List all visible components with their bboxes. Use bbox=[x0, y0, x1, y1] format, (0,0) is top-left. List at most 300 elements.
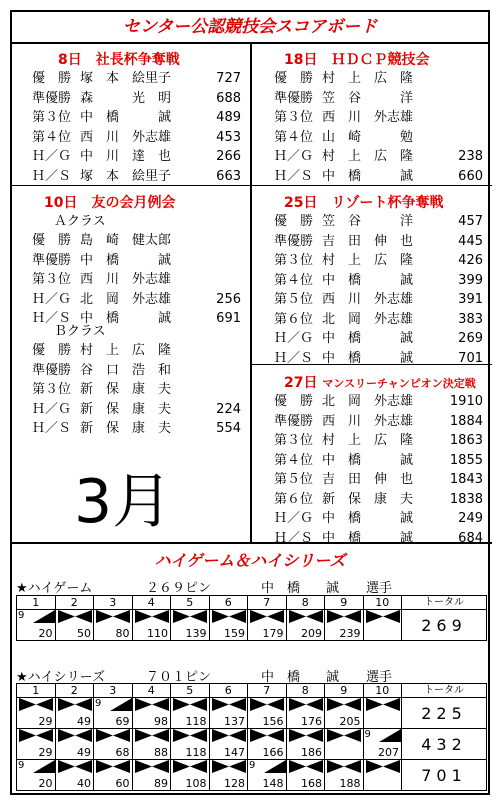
high-game-suffix: 選手 bbox=[366, 581, 393, 596]
rank-label: 第３位 bbox=[274, 253, 314, 268]
result-row bbox=[32, 341, 247, 361]
result-row bbox=[32, 251, 247, 271]
rank-label: 第６位 bbox=[274, 491, 314, 507]
player-name: 村 上 広 隆 bbox=[322, 433, 414, 448]
strike-icon bbox=[135, 698, 169, 714]
score-value: 1884 bbox=[449, 413, 483, 429]
cumulative-score: 137 bbox=[224, 715, 245, 728]
result-row bbox=[274, 329, 489, 349]
result-row bbox=[274, 89, 489, 109]
cumulative-score: 179 bbox=[262, 627, 284, 640]
result-row bbox=[274, 167, 489, 187]
player-name: 北 岡 外志雄 bbox=[80, 291, 172, 307]
result-row bbox=[274, 529, 489, 549]
player-name: 村 上 広 隆 bbox=[322, 253, 414, 268]
rank-label: 第６位 bbox=[274, 311, 314, 327]
high-game-pins: ２６９ピン bbox=[146, 581, 212, 596]
cumulative-score: 20 bbox=[38, 627, 53, 640]
frame-cell bbox=[171, 698, 210, 729]
player-name: 村 上 広 隆 bbox=[322, 149, 414, 164]
frame-cell bbox=[55, 760, 94, 791]
frame-number: 2 bbox=[55, 596, 94, 610]
section-title-27-day: 27日 bbox=[284, 375, 318, 391]
score-value: 727 bbox=[216, 71, 241, 86]
cumulative-score: 209 bbox=[301, 627, 322, 640]
frame-number: 9 bbox=[325, 684, 364, 698]
rank-label: 優 勝 bbox=[32, 343, 72, 358]
frame-number: 6 bbox=[209, 684, 248, 698]
score-value: 1855 bbox=[449, 452, 483, 468]
strike-icon bbox=[58, 610, 92, 626]
player-name: 山 崎 勉 bbox=[322, 129, 414, 145]
strike-icon bbox=[135, 610, 169, 626]
result-row bbox=[274, 412, 489, 432]
player-name: 西 川 外志雄 bbox=[322, 413, 414, 429]
frame-cell bbox=[286, 760, 325, 791]
frame-number: 4 bbox=[132, 684, 171, 698]
rank-label: Ｈ／Ｇ bbox=[274, 149, 314, 164]
frame-cell bbox=[209, 760, 248, 791]
result-row bbox=[274, 310, 489, 330]
result-row bbox=[274, 349, 489, 369]
strike-icon bbox=[96, 760, 130, 776]
frame-cell bbox=[325, 760, 364, 791]
player-name: 新 保 康 夫 bbox=[80, 382, 172, 397]
cumulative-score: 147 bbox=[224, 746, 245, 759]
score-value: 445 bbox=[458, 233, 483, 249]
mark-icon bbox=[33, 760, 55, 776]
result-row bbox=[32, 361, 247, 381]
rank-label: 準優勝 bbox=[274, 233, 314, 249]
result-row bbox=[32, 380, 247, 400]
rank-label: 第４位 bbox=[274, 272, 314, 288]
mark-icon bbox=[264, 760, 286, 776]
player-name: 笠 谷 洋 bbox=[322, 90, 414, 106]
result-row bbox=[274, 251, 489, 271]
score-value: 688 bbox=[216, 90, 241, 106]
player-name: 中 橋 誠 bbox=[80, 311, 172, 326]
result-row bbox=[274, 470, 489, 490]
rank-label: 優 勝 bbox=[274, 214, 314, 229]
rank-label: 第５位 bbox=[274, 472, 314, 487]
frame-cell bbox=[94, 698, 133, 729]
high-series-header bbox=[16, 666, 486, 685]
frame-number: 10 bbox=[363, 596, 402, 610]
mark-icon bbox=[379, 729, 401, 745]
frame-number: 5 bbox=[171, 684, 210, 698]
rank-label: 第４位 bbox=[32, 129, 72, 145]
result-row bbox=[274, 128, 489, 148]
high-game-label: ★ハイゲーム bbox=[16, 581, 93, 596]
scoresheet-table bbox=[16, 595, 487, 641]
rank-label: 第３位 bbox=[274, 433, 314, 448]
strike-icon bbox=[327, 760, 361, 776]
result-row bbox=[274, 490, 489, 510]
cumulative-score: 80 bbox=[115, 627, 130, 640]
cumulative-score: 29 bbox=[38, 715, 53, 728]
frame-cell bbox=[17, 760, 56, 791]
result-row bbox=[32, 147, 247, 167]
rank-label: Ｈ／Ｇ bbox=[32, 149, 72, 164]
score-value: 256 bbox=[216, 291, 241, 307]
player-name: 中 橋 誠 bbox=[322, 272, 414, 288]
frame-number: 8 bbox=[286, 596, 325, 610]
strike-icon bbox=[327, 698, 361, 714]
frame-cell bbox=[94, 729, 133, 760]
result-row bbox=[274, 392, 489, 412]
frame-cell bbox=[17, 698, 56, 729]
strike-icon bbox=[173, 698, 207, 714]
frame-cell bbox=[209, 729, 248, 760]
cumulative-score: 89 bbox=[154, 777, 168, 790]
frame-cell bbox=[55, 610, 94, 641]
class-a-label: Ａクラス bbox=[54, 214, 106, 229]
player-name: 森 光 明 bbox=[80, 90, 172, 106]
player-name: 中 橋 誠 bbox=[322, 350, 414, 366]
section-title-27 bbox=[284, 372, 476, 392]
strike-icon bbox=[212, 610, 246, 626]
rank-label: 優 勝 bbox=[32, 233, 72, 248]
cumulative-score: 239 bbox=[339, 627, 361, 640]
frame-cell bbox=[325, 610, 364, 641]
strike-icon bbox=[96, 610, 130, 626]
frame-cell bbox=[171, 729, 210, 760]
result-row bbox=[32, 419, 247, 439]
player-name: 塚 本 絵里子 bbox=[80, 71, 172, 86]
score-value: 1843 bbox=[449, 472, 483, 487]
player-name: 村 上 広 隆 bbox=[80, 343, 172, 358]
player-name: 谷 口 浩 和 bbox=[80, 362, 172, 378]
frame-number: 1 bbox=[17, 596, 56, 610]
center-divider bbox=[250, 42, 252, 542]
rank-label: 第３位 bbox=[32, 110, 72, 125]
rank-label: 優 勝 bbox=[274, 71, 314, 86]
class-b-label: Ｂクラス bbox=[54, 324, 106, 339]
score-value: 383 bbox=[458, 311, 483, 327]
player-name: 新 保 康 夫 bbox=[80, 401, 172, 417]
cumulative-score: 40 bbox=[77, 777, 91, 790]
player-name: 村 上 広 隆 bbox=[322, 71, 414, 86]
result-row bbox=[274, 451, 489, 471]
result-row bbox=[274, 431, 489, 451]
result-row bbox=[274, 509, 489, 529]
cumulative-score: 29 bbox=[38, 746, 53, 759]
strike-icon bbox=[212, 729, 246, 745]
cumulative-score: 118 bbox=[185, 715, 207, 728]
cumulative-score: 88 bbox=[154, 746, 168, 759]
rank-label: Ｈ／Ｓ bbox=[274, 350, 314, 366]
frame-cell bbox=[286, 610, 325, 641]
score-value: 684 bbox=[458, 530, 483, 546]
strike-icon bbox=[327, 729, 361, 745]
score-value: 1863 bbox=[449, 433, 483, 448]
result-row bbox=[274, 108, 489, 128]
section-title-25: 25日 リゾート杯争奪戦 bbox=[284, 195, 444, 211]
total-score: 269 bbox=[402, 610, 487, 641]
result-row bbox=[32, 400, 247, 420]
high-series-pins: ７０１ピン bbox=[146, 670, 212, 685]
score-value: 663 bbox=[216, 168, 241, 184]
frame-number: 7 bbox=[248, 684, 287, 698]
frame-cell bbox=[209, 610, 248, 641]
first-ball: 9 bbox=[18, 610, 25, 621]
result-row bbox=[274, 232, 489, 252]
cumulative-score: 128 bbox=[224, 777, 245, 790]
result-row bbox=[274, 212, 489, 232]
total-score: 701 bbox=[402, 760, 487, 791]
frame-cell bbox=[248, 729, 287, 760]
score-value: 1838 bbox=[449, 491, 483, 507]
board-title: センター公認競技会スコアボード bbox=[12, 12, 488, 44]
frame-cell bbox=[248, 760, 287, 791]
score-value: 269 bbox=[458, 331, 483, 346]
player-name: 新 保 康 夫 bbox=[322, 491, 414, 507]
strike-icon bbox=[135, 760, 169, 776]
frame-cell bbox=[132, 698, 171, 729]
player-name: 北 岡 外志雄 bbox=[322, 394, 414, 409]
strike-icon bbox=[366, 760, 400, 776]
cumulative-score: 159 bbox=[224, 627, 245, 640]
frame-cell bbox=[55, 698, 94, 729]
frame-cell bbox=[171, 760, 210, 791]
strike-icon bbox=[366, 698, 400, 714]
frame-cell bbox=[363, 610, 402, 641]
player-name: 西 川 外志雄 bbox=[80, 272, 172, 287]
rank-label: Ｈ／Ｇ bbox=[274, 331, 314, 346]
result-row bbox=[274, 69, 489, 89]
frame-cell bbox=[17, 610, 56, 641]
strike-icon bbox=[173, 729, 207, 745]
player-name: 笠 谷 洋 bbox=[322, 214, 414, 229]
rank-label: Ｈ／Ｇ bbox=[274, 511, 314, 526]
strike-icon bbox=[289, 610, 323, 626]
rank-label: 第３位 bbox=[32, 272, 72, 287]
frame-cell bbox=[286, 698, 325, 729]
result-row bbox=[32, 69, 247, 89]
strike-icon bbox=[96, 729, 130, 745]
score-value: 399 bbox=[458, 272, 483, 288]
result-row bbox=[274, 290, 489, 310]
score-value: 489 bbox=[216, 110, 241, 125]
result-row bbox=[32, 89, 247, 109]
rank-label: Ｈ／Ｓ bbox=[274, 168, 314, 184]
player-name: 塚 本 絵里子 bbox=[80, 168, 172, 184]
cumulative-score: 156 bbox=[262, 715, 284, 728]
frame-cell bbox=[132, 610, 171, 641]
cumulative-score: 98 bbox=[154, 715, 168, 728]
frame-number: 8 bbox=[286, 684, 325, 698]
strike-icon bbox=[250, 729, 284, 745]
mark-icon bbox=[33, 610, 55, 626]
player-name: 新 保 康 夫 bbox=[80, 421, 172, 436]
frame-cell bbox=[132, 729, 171, 760]
frame-number: 7 bbox=[248, 596, 287, 610]
rank-label: 優 勝 bbox=[32, 71, 72, 86]
player-name: 吉 田 伸 也 bbox=[322, 233, 414, 249]
player-name: 吉 田 伸 也 bbox=[322, 472, 414, 487]
cumulative-score: 139 bbox=[185, 627, 207, 640]
frame-number: 3 bbox=[94, 684, 133, 698]
cumulative-score: 188 bbox=[339, 777, 361, 790]
high-series-name: 中 橋 誠 bbox=[261, 670, 340, 685]
section-title-18: 18日 ＨＤＣＰ競技会 bbox=[284, 52, 430, 68]
rank-label: 第４位 bbox=[274, 129, 314, 145]
cumulative-score: 207 bbox=[378, 746, 399, 759]
score-value: 457 bbox=[458, 214, 483, 229]
player-name: 中 橋 誠 bbox=[322, 511, 414, 526]
frame-cell bbox=[94, 610, 133, 641]
player-name: 中 川 達 也 bbox=[80, 149, 172, 164]
player-name: 中 橋 誠 bbox=[80, 110, 172, 125]
rank-label: 準優勝 bbox=[32, 362, 72, 378]
rank-label: 第３位 bbox=[274, 110, 314, 125]
first-ball: 9 bbox=[364, 729, 371, 740]
cumulative-score: 69 bbox=[115, 715, 130, 728]
rank-label: 準優勝 bbox=[274, 413, 314, 429]
score-value: 691 bbox=[216, 311, 241, 326]
cumulative-score: 68 bbox=[115, 746, 130, 759]
frame-number: 6 bbox=[209, 596, 248, 610]
frame-number: 1 bbox=[17, 684, 56, 698]
scoreboard bbox=[10, 10, 490, 795]
frame-cell bbox=[55, 729, 94, 760]
first-ball: 9 bbox=[249, 760, 256, 771]
frame-cell bbox=[171, 610, 210, 641]
cumulative-score: 176 bbox=[301, 715, 322, 728]
cumulative-score: 49 bbox=[77, 746, 91, 759]
frame-number: 10 bbox=[363, 684, 402, 698]
player-name: 中 橋 誠 bbox=[80, 252, 172, 268]
rank-label: Ｈ／Ｓ bbox=[32, 311, 72, 326]
player-name: 中 橋 誠 bbox=[322, 331, 414, 346]
high-title: ハイゲーム＆ハイシリーズ bbox=[154, 551, 346, 570]
total-score: 225 bbox=[402, 698, 487, 729]
rank-label: 準優勝 bbox=[32, 90, 72, 106]
score-value: 249 bbox=[458, 511, 483, 526]
score-value: 266 bbox=[216, 149, 241, 164]
high-game-header bbox=[16, 577, 486, 596]
score-value: 554 bbox=[216, 421, 241, 436]
rank-label: Ｈ／Ｓ bbox=[32, 421, 72, 436]
strike-icon bbox=[289, 760, 323, 776]
rank-label: 準優勝 bbox=[32, 252, 72, 268]
mark-icon bbox=[110, 698, 132, 714]
frame-cell bbox=[94, 760, 133, 791]
frame-cell bbox=[363, 760, 402, 791]
cumulative-score: 205 bbox=[339, 715, 361, 728]
score-value: 453 bbox=[216, 129, 241, 145]
frame-number: 9 bbox=[325, 596, 364, 610]
strike-icon bbox=[58, 760, 92, 776]
cumulative-score: 49 bbox=[77, 715, 91, 728]
cumulative-score: 186 bbox=[301, 746, 322, 759]
player-name: 北 岡 外志雄 bbox=[322, 311, 414, 327]
frame-cell bbox=[248, 698, 287, 729]
frame-number: 5 bbox=[171, 596, 210, 610]
result-row bbox=[274, 147, 489, 167]
strike-icon bbox=[327, 610, 361, 626]
score-value: 701 bbox=[458, 350, 483, 366]
player-name: 西 川 外志雄 bbox=[80, 129, 172, 145]
total-header: トータル bbox=[402, 684, 487, 698]
cumulative-score: 20 bbox=[38, 777, 53, 790]
frame-number: 4 bbox=[132, 596, 171, 610]
frame-number: 2 bbox=[55, 684, 94, 698]
player-name: 中 橋 誠 bbox=[322, 530, 414, 546]
result-row bbox=[32, 290, 247, 310]
cumulative-score: 50 bbox=[77, 627, 91, 640]
frame-cell bbox=[325, 729, 364, 760]
total-score: 432 bbox=[402, 729, 487, 760]
strike-icon bbox=[173, 760, 207, 776]
section-title-27-sub: マンスリーチャンピオン決定戦 bbox=[322, 377, 476, 390]
strike-icon bbox=[58, 698, 92, 714]
scoresheet-table bbox=[16, 683, 487, 791]
frame-cell bbox=[286, 729, 325, 760]
frame-cell bbox=[209, 698, 248, 729]
rank-label: 優 勝 bbox=[274, 394, 314, 409]
cumulative-score: 118 bbox=[185, 746, 207, 759]
score-value: 660 bbox=[458, 168, 483, 184]
month-label: 3月 bbox=[74, 467, 173, 537]
high-series-label: ★ハイシリーズ bbox=[16, 670, 106, 685]
frame-cell bbox=[363, 729, 402, 760]
high-series-suffix: 選手 bbox=[366, 670, 393, 685]
strike-icon bbox=[250, 698, 284, 714]
frame-cell bbox=[248, 610, 287, 641]
rank-label: 第５位 bbox=[274, 292, 314, 307]
player-name: 西 川 外志雄 bbox=[322, 292, 414, 307]
strike-icon bbox=[212, 760, 246, 776]
strike-icon bbox=[58, 729, 92, 745]
player-name: 西 川 外志雄 bbox=[322, 110, 414, 125]
score-value: 391 bbox=[458, 292, 483, 307]
strike-icon bbox=[289, 729, 323, 745]
strike-icon bbox=[19, 698, 53, 714]
rank-label: Ｈ／Ｓ bbox=[32, 168, 72, 184]
rank-label: Ｈ／Ｇ bbox=[32, 291, 72, 307]
player-name: 中 橋 誠 bbox=[322, 168, 414, 184]
frame-cell bbox=[363, 698, 402, 729]
strike-icon bbox=[135, 729, 169, 745]
rank-label: Ｈ／Ｓ bbox=[274, 530, 314, 546]
strike-icon bbox=[289, 698, 323, 714]
player-name: 中 橋 誠 bbox=[322, 452, 414, 468]
frame-cell bbox=[325, 698, 364, 729]
strike-icon bbox=[250, 610, 284, 626]
rank-label: 第４位 bbox=[274, 452, 314, 468]
frame-number: 3 bbox=[94, 596, 133, 610]
cumulative-score: 110 bbox=[147, 627, 168, 640]
strike-icon bbox=[366, 610, 400, 626]
strike-icon bbox=[212, 698, 246, 714]
first-ball: 9 bbox=[95, 698, 102, 709]
result-row bbox=[32, 167, 247, 187]
strike-icon bbox=[19, 729, 53, 745]
score-value: 1910 bbox=[449, 394, 483, 409]
score-value: 426 bbox=[458, 253, 483, 268]
rank-label: 準優勝 bbox=[274, 90, 314, 106]
section-title-10: 10日 友の会月例会 bbox=[44, 195, 176, 211]
result-row bbox=[32, 270, 247, 290]
total-header: トータル bbox=[402, 596, 487, 610]
result-row bbox=[32, 128, 247, 148]
score-value: 238 bbox=[458, 149, 483, 164]
score-value: 224 bbox=[216, 401, 241, 417]
rank-label: 第３位 bbox=[32, 382, 72, 397]
cumulative-score: 108 bbox=[185, 777, 207, 790]
result-row bbox=[274, 271, 489, 291]
